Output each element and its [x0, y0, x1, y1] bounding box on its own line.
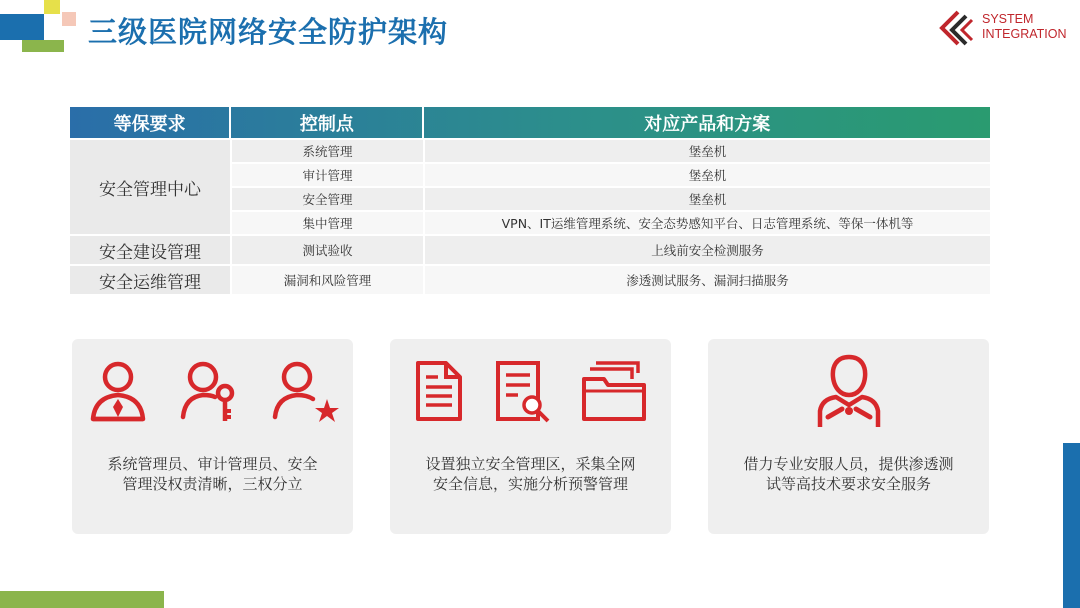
- header-solution: 对应产品和方案: [422, 107, 990, 138]
- card-text-line-1: 设置独立安全管理区，采集全网: [425, 455, 636, 473]
- logo-line-1: SYSTEM: [982, 12, 1034, 26]
- document-search-icon: [494, 359, 552, 423]
- card-text-line-2: 试等高技术要求安全服务: [765, 475, 931, 493]
- control-point-cell: 审计管理: [230, 164, 423, 186]
- solution-cell: 堡垒机: [423, 164, 990, 186]
- header-requirement: 等保要求: [113, 113, 186, 135]
- table-header: [70, 107, 990, 138]
- table-group: [70, 138, 990, 234]
- card-text-line-2: 安全信息，实施分析预警管理: [432, 475, 628, 493]
- corner-decoration-green: [22, 40, 64, 52]
- requirements-table: [70, 107, 990, 294]
- table-row: [230, 210, 990, 234]
- user-star-icon: [271, 359, 339, 423]
- folder-stack-icon: [582, 359, 648, 423]
- table-row: [230, 266, 990, 294]
- card-text-line-1: 借力专业安服人员，提供渗透测: [743, 455, 954, 473]
- corner-decoration-yellow: [44, 0, 60, 14]
- solution-cell: 上线前安全检测服务: [423, 236, 990, 264]
- corner-decoration-pink: [62, 12, 76, 26]
- group-label: 安全运维管理: [70, 266, 230, 294]
- control-point-cell: 集中管理: [230, 212, 423, 234]
- right-blue-bar: [1063, 443, 1080, 608]
- solution-cell: 堡垒机: [423, 140, 990, 162]
- logo-mark-icon: [938, 10, 980, 50]
- table-row: [230, 140, 990, 162]
- engineer-wrench-icon: [814, 353, 884, 429]
- admin-user-icon: [87, 359, 149, 423]
- table-row: [230, 236, 990, 264]
- bottom-green-bar: [0, 591, 164, 608]
- card-role-separation: [72, 339, 353, 534]
- page-title: 三级医院网络安全防护架构: [88, 15, 449, 49]
- group-label: 安全建设管理: [70, 236, 230, 264]
- table-group: [70, 264, 990, 294]
- control-point-cell: 安全管理: [230, 188, 423, 210]
- card-management-zone: [390, 339, 671, 534]
- header-control-point: 控制点: [229, 107, 422, 138]
- solution-cell: 渗透测试服务、漏洞扫描服务: [423, 266, 990, 294]
- system-integration-logo: [938, 8, 1068, 52]
- card-text-line-2: 管理没权责清晰，三权分立: [122, 475, 303, 493]
- user-key-icon: [179, 359, 241, 423]
- control-point-cell: 漏洞和风险管理: [230, 266, 423, 294]
- group-label: 安全管理中心: [70, 140, 230, 234]
- logo-line-2: INTEGRATION: [982, 27, 1067, 41]
- table-group: [70, 234, 990, 264]
- table-row: [230, 186, 990, 210]
- control-point-cell: 系统管理: [230, 140, 423, 162]
- document-icon: [414, 359, 464, 423]
- solution-cell: 堡垒机: [423, 188, 990, 210]
- card-security-service: [708, 339, 989, 534]
- solution-cell: VPN、IT运维管理系统、安全态势感知平台、日志管理系统、等保一体机等: [423, 212, 990, 234]
- card-text-line-1: 系统管理员、审计管理员、安全: [107, 455, 318, 473]
- corner-decoration-blue: [0, 14, 44, 40]
- table-row: [230, 162, 990, 186]
- control-point-cell: 测试验收: [230, 236, 423, 264]
